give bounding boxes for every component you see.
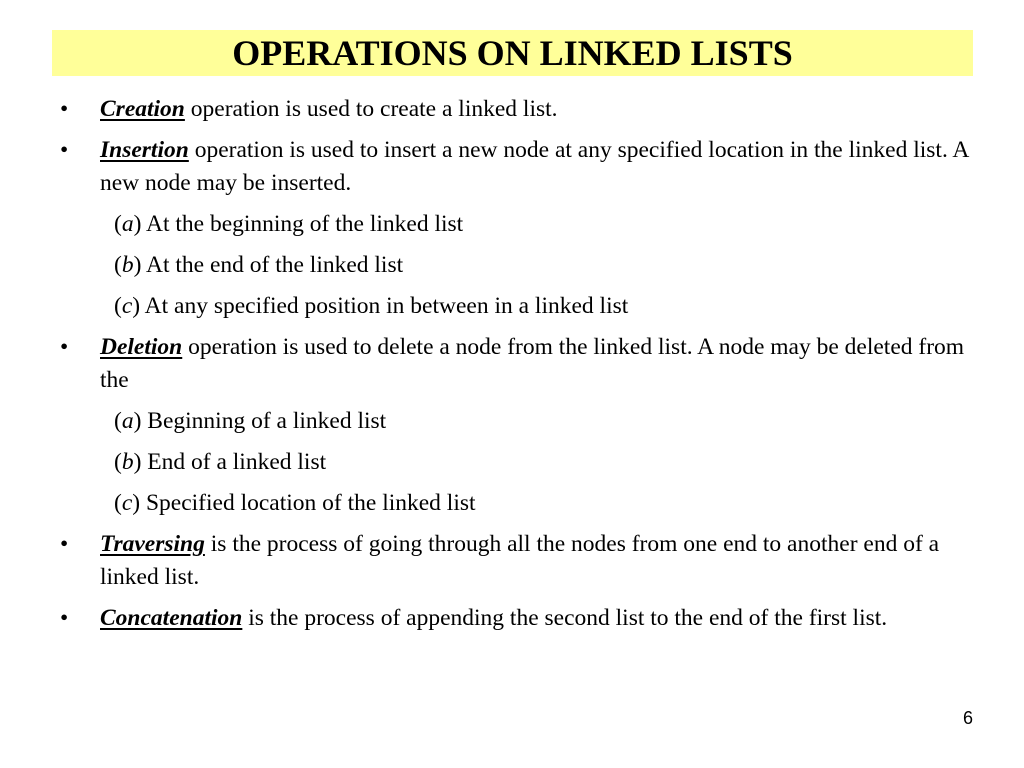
subitem-text: At the beginning of the linked list (141, 211, 464, 237)
subitem-letter: c (121, 293, 133, 319)
bullet-icon: • (60, 334, 69, 360)
subitem-text: Beginning of a linked list (141, 408, 387, 434)
subitem-letter: a (121, 408, 134, 434)
subitem-text: At the end of the linked list (141, 252, 404, 278)
term-insertion: Insertion (100, 137, 189, 163)
slide-title: OPERATIONS ON LINKED LISTS (232, 33, 793, 73)
bullet-icon: • (60, 137, 69, 163)
subitem-deletion-c: (c) Specified location of the linked list (114, 490, 476, 516)
subitem-text: End of a linked list (141, 449, 327, 475)
bullet-icon: • (60, 96, 69, 122)
subitem-letter: a (121, 211, 134, 237)
bullet-traversing (60, 528, 970, 594)
term-concatenation: Concatenation (100, 605, 243, 631)
subitem-text: At any specified position in between in a linked list (140, 293, 629, 319)
term-traversing: Traversing (100, 531, 205, 557)
bullet-icon: • (60, 605, 69, 631)
bullet-icon: • (60, 531, 69, 557)
subitem-insertion-a: (a) At the beginning of the linked list (114, 211, 464, 237)
description-creation: operation is used to create a linked list. (184, 96, 558, 122)
bullet-creation (60, 93, 970, 126)
bullet-insertion (60, 134, 970, 200)
subitem-letter: b (121, 449, 134, 475)
term-creation: Creation (100, 96, 185, 122)
subitem-deletion-b: (b) End of a linked list (114, 449, 327, 475)
subitem-deletion-a: (a) Beginning of a linked list (114, 408, 387, 434)
bullet-deletion (60, 331, 970, 397)
description-traversing: is the process of going through all the nodes from one end to another end of a linked list. (100, 531, 940, 590)
slide-title-bar (52, 30, 973, 76)
subitem-insertion-b: (b) At the end of the linked list (114, 252, 404, 278)
bullet-concatenation (60, 602, 970, 635)
subitem-insertion-c: (c) At any specified position in between in a linked list (114, 293, 629, 319)
description-deletion: operation is used to delete a node from the linked list. A node may be deleted from the (100, 334, 965, 393)
slide-content (60, 93, 970, 643)
description-insertion: operation is used to insert a new node at any specified location in the linked list. A new node may be inserted. (100, 137, 969, 196)
page-number: 6 (962, 708, 973, 728)
subitem-text: Specified location of the linked list (140, 490, 476, 516)
subitem-letter: b (121, 252, 134, 278)
subitem-letter: c (121, 490, 133, 516)
term-deletion: Deletion (100, 334, 183, 360)
description-concatenation: is the process of appending the second list to the end of the first list. (242, 605, 888, 631)
